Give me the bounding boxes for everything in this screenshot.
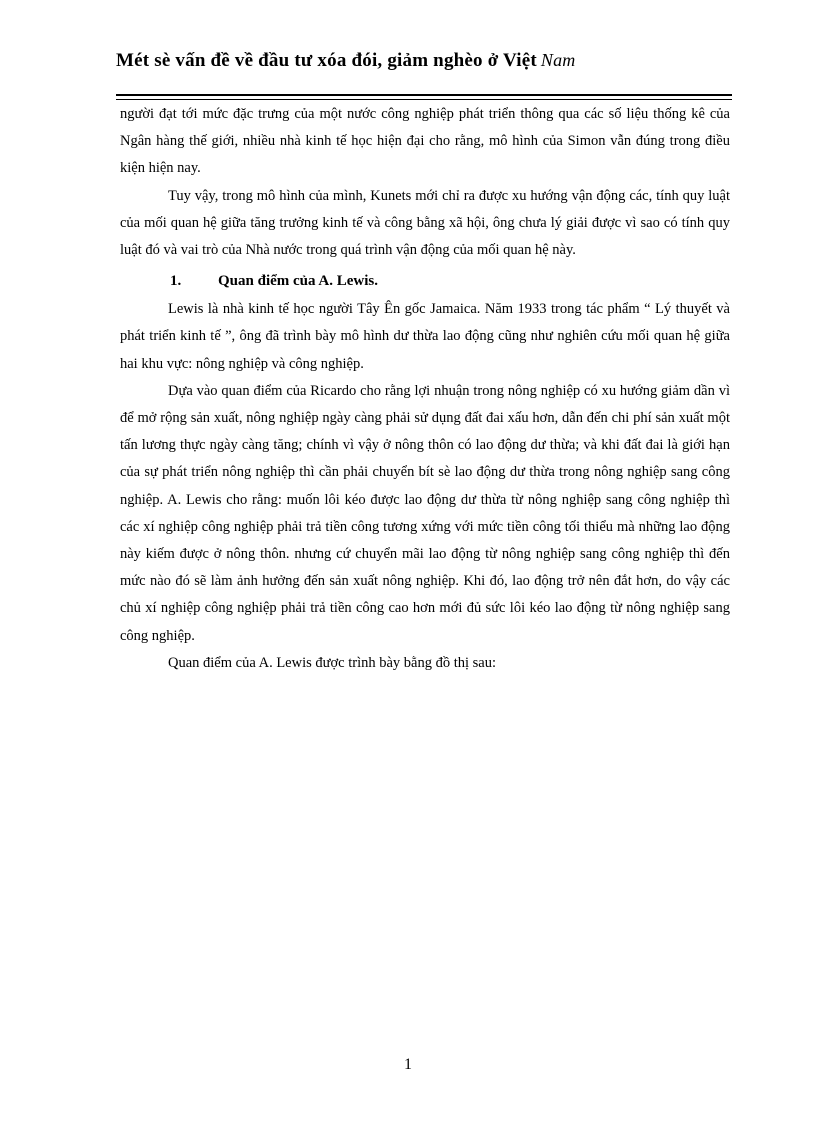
section-title: Quan điểm của A. Lewis. [218,272,379,289]
section-heading [120,266,730,296]
header-title-tail: Nam [540,50,576,70]
header-title [116,50,736,72]
paragraph-lewis-intro: Lewis là nhà kinh tế học người Tây Ên gốc Jamaica. Năm 1933 trong tác phẩm “ Lý thuyết và phát triển kinh tế ”, ông đã trình bày mô hình dư thừa lao động cũng như nghiên cứu mối quan hệ giữa hai khu vực: nông nghiệp và công nghiệp. [120,301,730,372]
paragraph-kunets: Tuy vậy, trong mô hình của mình, Kunets mới chỉ ra được xu hướng vận động các, tính quy luật của mối quan hệ giữa tăng trưởng kinh tế và công bằng xã hội, ông chưa lý giải được vì sao có tính quy luật đó và vai trò của Nhà nước trong quá trình vận động của mối quan hệ này. [120,187,730,259]
document-body [120,101,730,677]
section-number: 1. [170,272,182,289]
paragraph-continuation: người đạt tới mức đặc trưng của một nước công nghiệp phát triển thông qua các số liệu thống kê của Ngân hàng thế giới, nhiều nhà kinh tế học hiện đại cho rằng, mô hình của Simon vẫn đúng trong điều kiện hiện nay. [120,106,730,177]
paragraph-graph-intro: Quan điểm của A. Lewis được trình bày bằng đồ thị sau: [168,654,497,671]
page-header [116,50,736,72]
header-title-main: Mét sè vấn đề về đầu tư xóa đói, giảm nghèo ở Việt [116,50,537,71]
page-number: 1 [404,1056,412,1073]
paragraph-ricardo: Dựa vào quan điểm của Ricardo cho rằng lợi nhuận trong nông nghiệp có xu hướng giảm dần vì để mở rộng sản xuất, nông nghiệp ngày càng phải sử dụng đất đai xấu hơn, dẫn đến chi phí sản xuất một tấn lương thực ngày càng tăng; chính vì vậy ở nông thôn có lao động dư thừa; và khi đất đai là giới hạn của sự phát triển nông nghiệp thì cần phải chuyển bít sè lao động dư thừa trong nông nghiệp sang công nghiệp. A. Lewis cho rằng: muốn lôi kéo được lao động dư thừa từ nông nghiệp sang công nghiệp thì các xí nghiệp công nghiệp phải trả tiền công tương xứng với mức tiền công tối thiểu mà những lao động này kiếm được ở nông thôn. nhưng cứ chuyển mãi lao động từ nông nghiệp sang công nghiệp thì đến mức nào đó sẽ làm ảnh hưởng đến sản xuất nông nghiệp. Khi đó, lao động trở nên đắt hơn, do vậy các chủ xí nghiệp công nghiệp phải trả tiền công cao hơn mới đủ sức lôi kéo lao động từ nông nghiệp sang công nghiệp. [120,382,730,644]
header-rule-thick [116,94,732,96]
header-rule-thin [116,99,732,100]
